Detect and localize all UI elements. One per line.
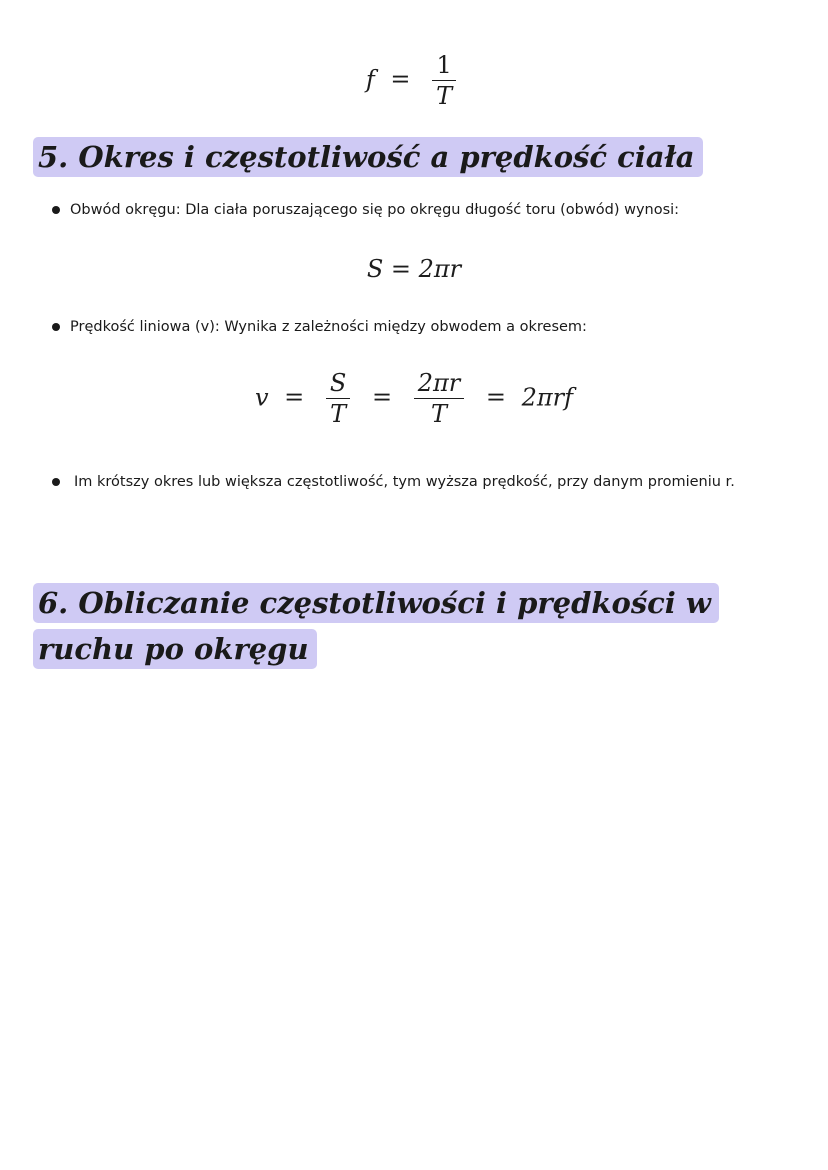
formula-v-eq2: =	[371, 383, 393, 412]
fraction-numerator: 1	[432, 52, 455, 81]
bullet-dot	[52, 478, 60, 486]
fraction-denominator: T	[436, 82, 453, 111]
formula-v-eq1: =	[284, 383, 305, 412]
formula-equals: =	[390, 65, 411, 94]
bullet-period-relation	[52, 470, 742, 494]
bullet-dot	[52, 206, 60, 214]
fraction-2pir-over-t	[414, 370, 465, 428]
fraction-numerator: 2πr	[414, 370, 465, 399]
formula-s-text: S = 2πr	[366, 255, 462, 283]
bullet-dot	[52, 323, 60, 331]
section-6-heading	[33, 580, 753, 672]
bullet-text: Prędkość liniowa (v): Wynika z zależności między obwodem a okresem:	[70, 319, 587, 335]
formula-lhs: f	[365, 65, 375, 94]
formula-circumference	[0, 255, 828, 283]
bullet-text: Im krótszy okres lub większa częstotliwość, tym wyższa prędkość, przy danym promieniu r.	[74, 474, 735, 490]
fraction-s-over-t	[326, 370, 350, 428]
section-5-title: 5. Okres i częstotliwość a prędkość ciała	[33, 137, 703, 177]
formula-velocity	[0, 370, 828, 428]
fraction-denominator: T	[330, 400, 347, 429]
fraction-numerator: S	[326, 370, 350, 399]
section-6-title: 6. Obliczanie częstotliwości i prędkości w ruchu po okręgu	[33, 583, 719, 669]
formula-frequency	[0, 52, 828, 110]
section-5-heading	[33, 137, 793, 177]
formula-v-rhs: 2πrf	[521, 383, 574, 412]
bullet-circumference	[52, 198, 752, 222]
formula-v-lhs: v	[254, 383, 269, 412]
formula-v-eq3: =	[485, 383, 506, 412]
fraction-denominator: T	[430, 400, 447, 429]
bullet-linear-speed	[52, 315, 752, 339]
bullet-text: Obwód okręgu: Dla ciała poruszającego się po okręgu długość toru (obwód) wynosi:	[70, 202, 680, 218]
formula-fraction	[432, 52, 456, 110]
